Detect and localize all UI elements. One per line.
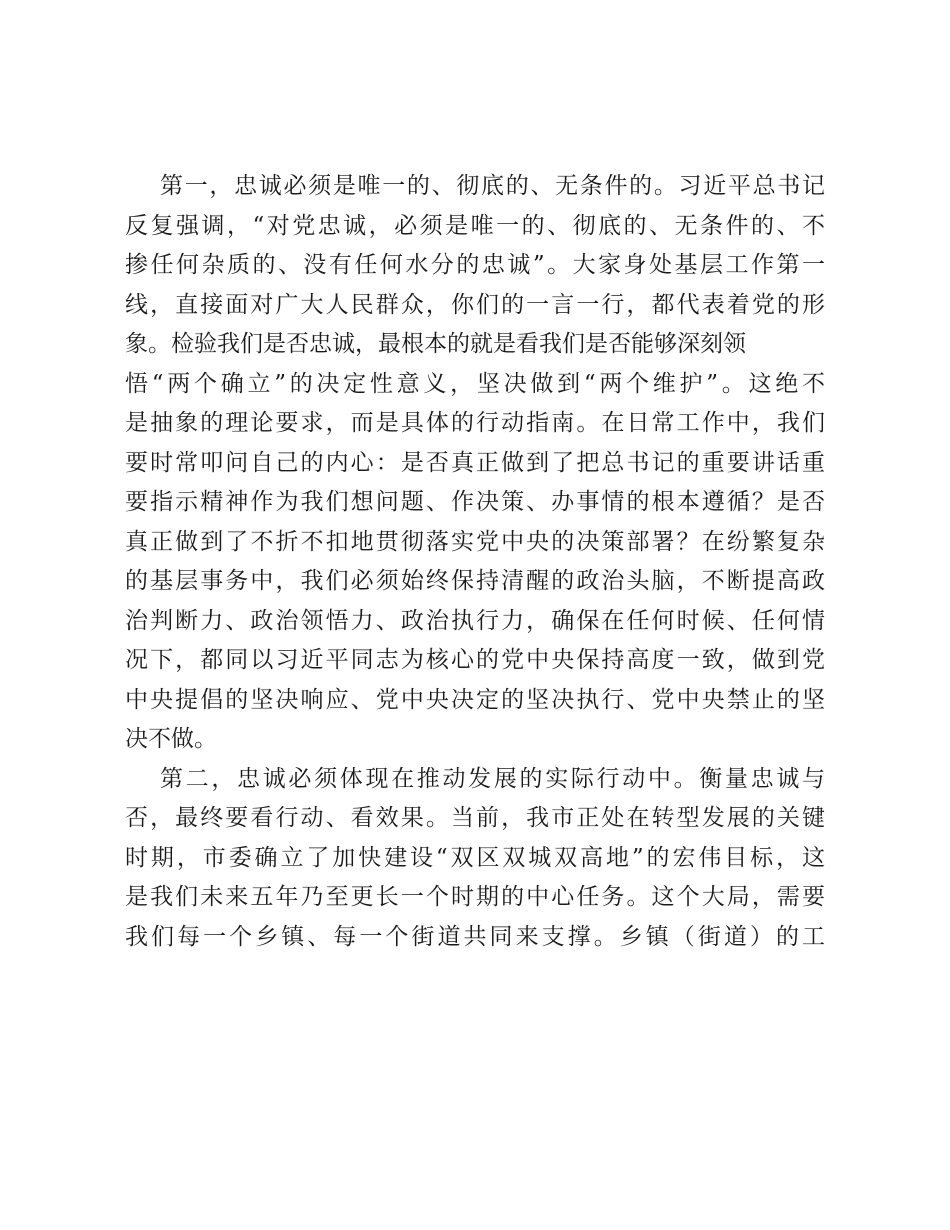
body-text	[125, 167, 825, 957]
text-line: 我们每一个乡镇、每一个街道共同来支撑。乡镇（街道）的工	[125, 923, 825, 950]
text-line: 治判断力、政治领悟力、政治执行力，确保在任何时候、任何情	[125, 607, 825, 634]
text-line: 反复强调，“对党忠诚，必须是唯一的、彻底的、无条件的、不	[125, 212, 825, 239]
text-line: 况下，都同以习近平同志为核心的党中央保持高度一致，做到党	[125, 647, 825, 673]
text-line: 第一，忠诚必须是唯一的、彻底的、无条件的。习近平总书记	[160, 173, 825, 199]
text-line: 中央提倡的坚决响应、党中央决定的坚决执行、党中央禁止的坚	[125, 686, 825, 713]
text-line: 决不做。	[125, 726, 217, 752]
text-line: 的基层事务中，我们必须始终保持清醒的政治头脑，不断提高政	[125, 568, 825, 594]
text-line: 象。检验我们是否忠诚，最根本的就是看我们是否能够深刻领	[125, 331, 746, 357]
text-line: 否，最终要看行动、看效果。当前，我市正处在转型发展的关键	[125, 805, 825, 831]
text-line: 要指示精神作为我们想问题、作决策、办事情的根本遵循？是否	[125, 489, 825, 515]
text-line: 线，直接面对广大人民群众，你们的一言一行，都代表着党的形	[125, 291, 825, 318]
text-line: 要时常叩问自己的内心：是否真正做到了把总书记的重要讲话重	[125, 449, 825, 476]
text-line: 掺任何杂质的、没有任何水分的忠诚”。大家身处基层工作第一	[125, 252, 825, 278]
text-line: 真正做到了不折不扣地贯彻落实党中央的决策部署？在纷繁复杂	[125, 528, 825, 555]
text-line: 时期，市委确立了加快建设“双区双城双高地”的宏伟目标，这	[125, 844, 825, 871]
text-line: 是抽象的理论要求，而是具体的行动指南。在日常工作中，我们	[125, 410, 825, 436]
text-line: 是我们未来五年乃至更长一个时期的中心任务。这个大局，需要	[125, 884, 825, 910]
text-line: 悟“两个确立”的决定性意义，坚决做到“两个维护”。这绝不	[125, 370, 825, 397]
text-line: 第二，忠诚必须体现在推动发展的实际行动中。衡量忠诚与	[160, 765, 825, 792]
